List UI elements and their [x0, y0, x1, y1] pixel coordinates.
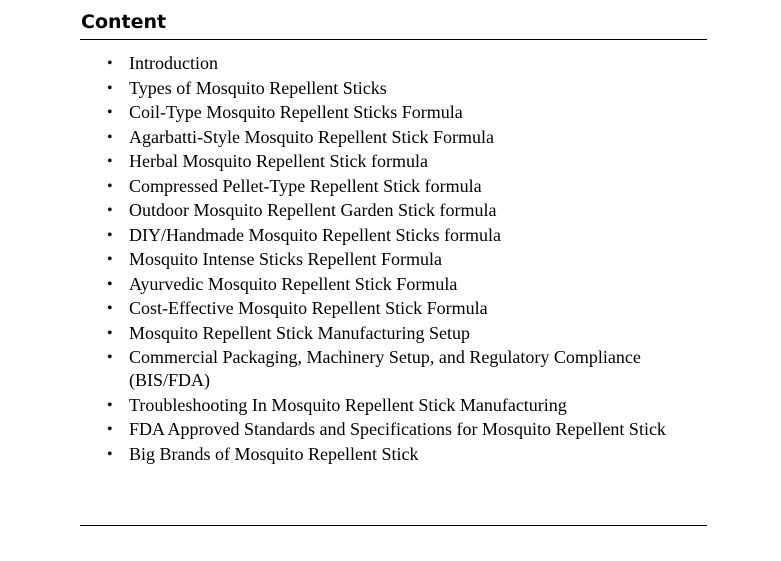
bullet-icon: •: [107, 104, 113, 121]
page-title: Content: [81, 11, 167, 33]
list-item-text: Introduction: [129, 53, 218, 73]
list-item-text: Agarbatti-Style Mosquito Repellent Stick Formula: [129, 126, 494, 147]
bullet-icon: •: [107, 55, 113, 72]
list-item: [0, 52, 699, 75]
list-item-text: Outdoor Mosquito Repellent Garden Stick formula: [129, 200, 497, 220]
footer-divider: [80, 525, 707, 526]
bullet-icon: •: [107, 421, 113, 438]
list-item-text: Mosquito Repellent Stick Manufacturing Setup: [129, 322, 470, 343]
list-item: [0, 126, 699, 149]
bullet-icon: •: [107, 153, 113, 170]
list-item-text: Coil-Type Mosquito Repellent Sticks Formula: [129, 102, 463, 122]
list-item: [0, 101, 699, 124]
list-item: [0, 394, 699, 417]
bullet-icon: •: [107, 226, 113, 244]
bullet-icon: •: [107, 349, 113, 366]
list-item-text: Herbal Mosquito Repellent Stick formula: [129, 151, 428, 171]
list-item: [0, 175, 699, 198]
list-item: [0, 443, 699, 466]
list-item: [0, 346, 699, 392]
contents-list: [0, 52, 781, 467]
bullet-icon: •: [107, 79, 113, 97]
list-item: [0, 248, 699, 271]
heading-divider: [80, 39, 707, 40]
list-item: [0, 199, 699, 222]
list-item-text: FDA Approved Standards and Specifications for Mosquito Repellent Stick: [129, 419, 666, 439]
list-item: [0, 77, 699, 100]
list-item: [0, 273, 699, 296]
bullet-icon: •: [107, 128, 113, 146]
bullet-icon: •: [107, 300, 113, 317]
bullet-icon: •: [107, 396, 113, 414]
bullet-icon: •: [107, 251, 113, 268]
bullet-icon: •: [107, 324, 113, 342]
list-item: [0, 150, 699, 173]
bullet-icon: •: [107, 177, 113, 195]
list-item-text: Mosquito Intense Sticks Repellent Formula: [129, 249, 442, 269]
bullet-icon: •: [107, 275, 113, 293]
list-item-text: Commercial Packaging, Machinery Setup, and Regulatory Compliance (BIS/FDA): [129, 347, 641, 390]
list-item-text: Ayurvedic Mosquito Repellent Stick Formula: [129, 273, 458, 294]
list-item-text: Types of Mosquito Repellent Sticks: [129, 77, 387, 98]
list-item-text: Big Brands of Mosquito Repellent Stick: [129, 443, 419, 464]
list-item-text: Compressed Pellet-Type Repellent Stick formula: [129, 175, 482, 196]
list-item: [0, 224, 699, 247]
list-item-text: Troubleshooting In Mosquito Repellent Stick Manufacturing: [129, 394, 567, 415]
list-item-text: Cost-Effective Mosquito Repellent Stick Formula: [129, 298, 488, 318]
bullet-icon: •: [107, 445, 113, 463]
list-item: [0, 418, 699, 441]
list-item: [0, 297, 699, 320]
list-item-text: DIY/Handmade Mosquito Repellent Sticks formula: [129, 224, 501, 245]
bullet-icon: •: [107, 202, 113, 219]
list-item: [0, 322, 699, 345]
